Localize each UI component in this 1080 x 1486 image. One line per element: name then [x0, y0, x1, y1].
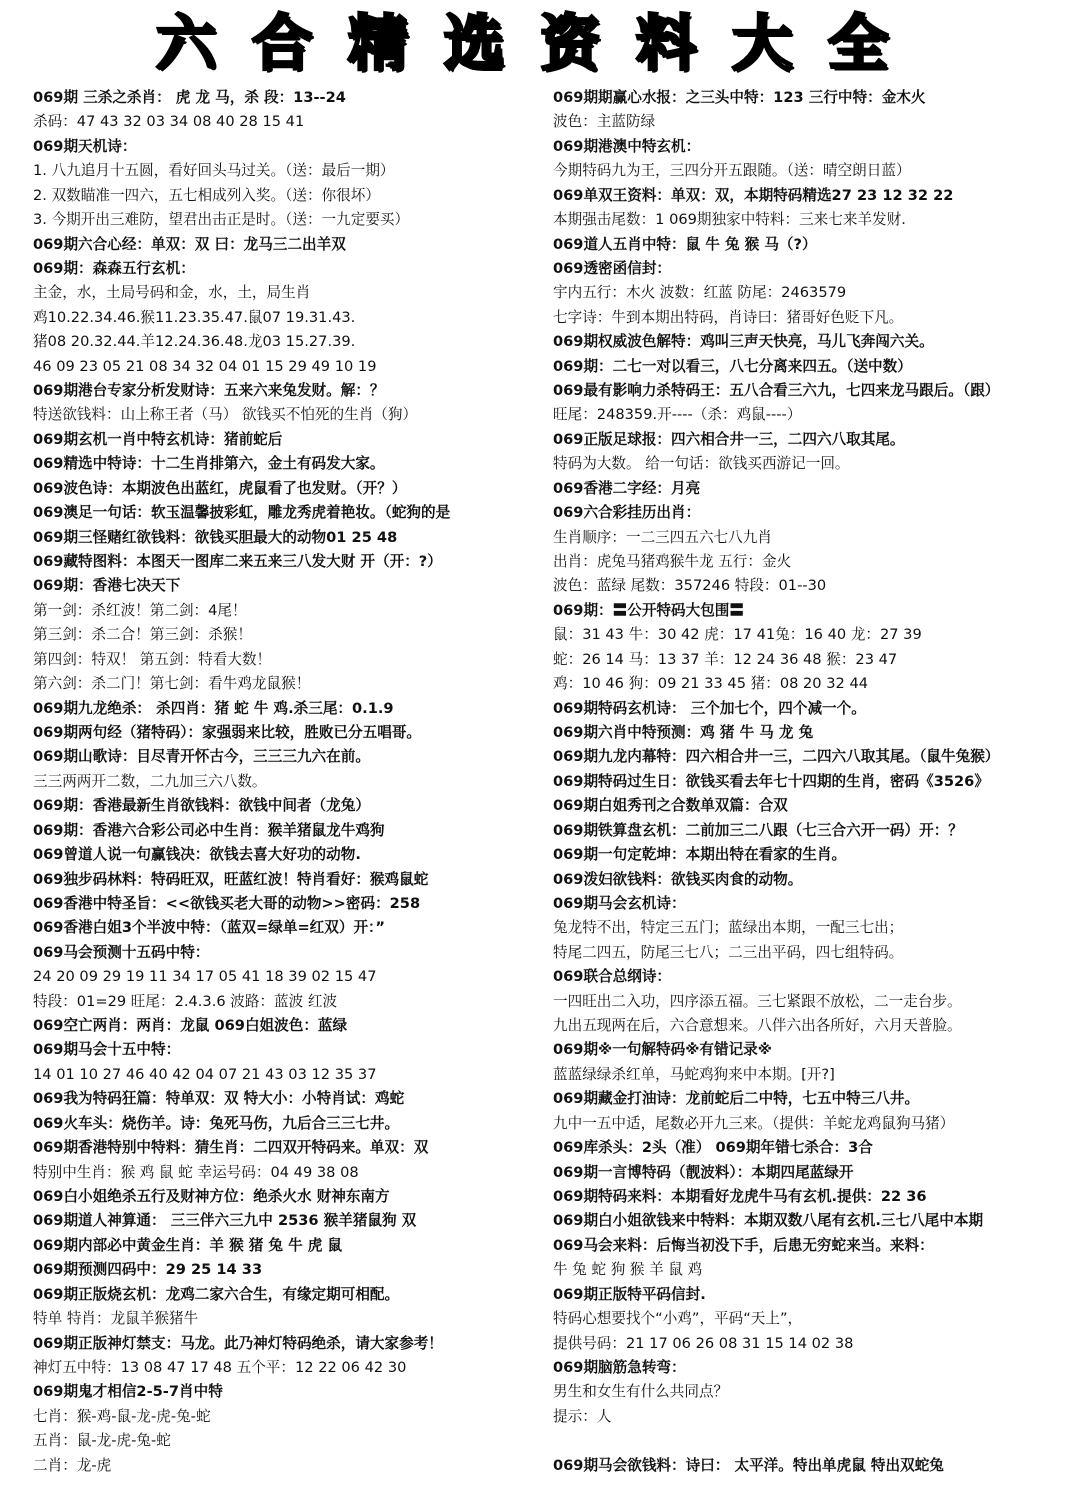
entry-text: 男生和女生有什么共同点？ — [553, 1383, 729, 1401]
entry-heading: 069香港二字经：月亮 — [553, 479, 701, 497]
entry-text: 二肖：龙-虎 — [33, 1456, 112, 1474]
entry-text: 特别中生肖：猴 鸡 鼠 蛇 幸运号码：04 49 38 08 — [33, 1163, 359, 1181]
entry-text: 特码心想要找个“小鸡”，平码“天上”， — [553, 1310, 803, 1328]
entry-text: 九中一五中适，尾数必开九三来。（提供：羊蛇龙鸡鼠狗马猪） — [553, 1114, 955, 1132]
entry-text: 今期特码九为王，三四分开五跟随。（送：晴空朗日蓝） — [553, 162, 911, 180]
entry-heading: 069期六肖中特预测：鸡 猪 牛 马 龙 兔 — [553, 723, 814, 741]
entry-heading: 069期铁算盘玄机：二前加三二八跟（七三合六开一码）开：？ — [553, 821, 963, 839]
entry-heading: 069单双王资料：单双：双，本期特码精选27 23 12 32 22 — [553, 186, 954, 204]
entry-heading: 069泼妇欲钱料：欲钱买肉食的动物。 — [553, 870, 803, 888]
entry-heading: 069六合彩挂历出肖： — [553, 504, 701, 522]
entry-text: 杀码：47 43 32 03 34 08 40 28 15 41 — [33, 113, 305, 131]
entry-heading: 069香港中特圣旨：<<欲钱买老大哥的动物>>密码：258 — [33, 894, 421, 912]
entry-heading: 069期内部必中黄金生肖：羊 猴 猪 兔 牛 虎 鼠 — [33, 1236, 343, 1254]
entry-heading: 069期：森森五行玄机： — [33, 259, 195, 277]
entry-heading: 069期藏金打油诗：龙前蛇后二中特，七五中特三八井。 — [553, 1090, 920, 1108]
entry-heading: 069期预测四码中：29 25 14 33 — [33, 1261, 263, 1279]
entry-text: 宇内五行：木火 波数：红蓝 防尾：2463579 — [553, 284, 847, 302]
entry-heading: 069期特码玄机诗： 三个加七个，四个减一个。 — [553, 699, 866, 717]
entry-heading: 069期※一句解特码※有错记录※ — [553, 1041, 772, 1059]
entry-heading: 069期正版神灯禁支：马龙。此乃神灯特码绝杀，请大家参考！ — [33, 1334, 443, 1352]
entry-heading: 069期九龙绝杀： 杀四肖：猪 蛇 牛 鸡.杀三尾：0.1.9 — [33, 699, 394, 717]
entry-text: 第四剑：特双！ 第五剑：特看大数！ — [33, 650, 272, 668]
entry-text: 14 01 10 27 46 40 42 04 07 21 43 03 12 35 37 — [33, 1065, 377, 1083]
entry-heading: 069期白姐秀刊之合数单双篇：合双 — [553, 797, 788, 815]
entry-text: 本期强击尾数：1 069期独家中特料：三来七来羊发财. — [553, 211, 906, 229]
entry-heading: 069期香港特别中特料：猜生肖：二四双开特码来。单双：双 — [33, 1139, 429, 1157]
entry-heading: 069期：香港最新生肖欲钱料：欲钱中间者（龙兔） — [33, 797, 370, 815]
entry-text: 一四旺出二入功，四序添五福。三七紧跟不放松，二一走台步。 — [553, 992, 962, 1010]
entry-text: 特尾二四五，防尾三七八；二三出平码，四七组特码。 — [553, 943, 904, 961]
entry-heading: 069期 三杀之杀肖： 虎 龙 马，杀 段：13--24 — [33, 89, 346, 106]
entry-heading: 069香港白姐3个半波中特：（蓝双=绿单=红双）开：” — [33, 919, 385, 937]
entry-heading: 069期六合心经：单双：双 曰：龙马三二出羊双 — [33, 235, 346, 253]
entry-heading: 069期一句定乾坤：本期出特在看家的生肖。 — [553, 846, 847, 864]
entry-heading: 069期马会玄机诗： — [553, 894, 686, 912]
entry-text: 24 20 09 29 19 11 34 17 05 41 18 39 02 15 47 — [33, 968, 377, 986]
entry-heading: 069期天机诗： — [33, 137, 137, 155]
entry-text: 鸡：10 46 狗：09 21 33 45 猪：08 20 32 44 — [553, 675, 869, 693]
entry-text: 第六剑：杀二门！第七剑：看牛鸡龙鼠猴！ — [33, 675, 311, 693]
entry-text: 七肖：猴-鸡-鼠-龙-虎-兔-蛇 — [33, 1407, 211, 1425]
entry-text: 提供号码：21 17 06 26 08 31 15 14 02 38 — [553, 1334, 854, 1352]
entry-heading: 069精选中特诗：十二生肖排第六，金土有码发大家。 — [33, 455, 385, 473]
entry-heading: 069期：〓公开特码大包围〓 — [553, 601, 744, 619]
entry-heading: 069期两句经（猪特码）：家强弱来比较，胜败已分五唱哥。 — [33, 723, 422, 741]
entry-heading: 069期道人神算通： 三三伴六三九中 2536 猴羊猪鼠狗 双 — [33, 1212, 417, 1230]
entry-heading: 069期正版烧玄机：龙鸡二家六合生，有缘定期可相配。 — [33, 1285, 400, 1303]
entry-text: 兔龙特不出，特定三五门；蓝绿出本期，一配三七出； — [553, 919, 904, 937]
entry-heading: 069期特码过生日：欲钱买看去年七十四期的生肖，密码《3526》 — [553, 772, 989, 790]
entry-heading: 069透密函信封： — [553, 259, 672, 277]
entry-heading: 069期权威波色解特：鸡叫三声天快亮，马儿飞奔闯六关。 — [553, 333, 934, 351]
entry-heading: 069期山歌诗：目尽青开怀古今，三三三九六在前。 — [33, 748, 370, 766]
left-column — [33, 86, 543, 1478]
entry-text: 猪08 20.32.44.羊12.24.36.48.龙03 15.27.39. — [33, 333, 356, 351]
entry-heading: 069期：香港七决天下 — [33, 577, 181, 595]
entry-text: 特码为大数。 给一句话：欲钱买西游记一回。 — [553, 455, 850, 473]
entry-text: 鼠：31 43 牛：30 42 虎：17 41兔：16 40 龙：27 39 — [553, 626, 922, 644]
entry-heading: 069期鬼才相信2-5-7肖中特 — [33, 1383, 223, 1401]
entry-heading: 069期马会欲钱料：诗曰： 太平洋。特出单虎鼠 特出双蛇兔 — [553, 1456, 944, 1474]
entry-heading: 069最有影响力杀特码王：五八合看三六九，七四来龙马跟后。（跟） — [553, 382, 1000, 400]
entry-text: 46 09 23 05 21 08 34 32 04 01 15 29 49 10 19 — [33, 357, 377, 375]
entry-heading: 069马会来料：后悔当初没下手，后患无穷蛇来当。来料： — [553, 1236, 934, 1254]
entry-heading: 069期三怪赌红欲钱料：欲钱买胆最大的动物01 25 48 — [33, 528, 398, 546]
entry-heading: 069期白小姐欲钱来中特料：本期双数八尾有玄机.三七八尾中本期 — [553, 1212, 984, 1230]
entry-text: 出肖：虎兔马猪鸡猴牛龙 五行：金火 — [553, 553, 792, 571]
entry-text: 旺尾：248359.开----（杀：鸡鼠----） — [553, 406, 802, 424]
entry-text: 第三剑：杀二合！第三剑：杀猴！ — [33, 626, 252, 644]
entry-text: 特段：01=29 旺尾：2.4.3.6 波路：蓝波 红波 — [33, 992, 338, 1010]
entry-heading: 069期脑筋急转弯： — [553, 1358, 686, 1376]
entry-text: 蓝蓝绿绿杀红单，马蛇鸡狗来中本期。[开?] — [553, 1065, 835, 1083]
entry-text — [553, 1429, 1073, 1453]
entry-text: 主金，水，土局号码和金，水，土，局生肖 — [33, 284, 311, 302]
entry-text: 3. 今期开出三难防，望君出击正是时。（送：一九定要买） — [33, 211, 410, 229]
entry-heading: 069库杀头：2头（准） 069期年错七杀合：3合 — [553, 1139, 873, 1157]
entry-heading: 069独步码林料：特码旺双，旺蓝红波！特肖看好：猴鸡鼠蛇 — [33, 870, 429, 888]
entry-heading: 069期玄机一肖中特玄机诗：猪前蛇后 — [33, 430, 283, 448]
entry-text: 波色：主蓝防绿 — [553, 113, 656, 131]
entry-text: 第一剑：杀红波！第二剑：4尾！ — [33, 601, 247, 619]
entry-text: 2. 双数瞄准一四六，五七相成列入奖。（送：你很坏） — [33, 186, 380, 204]
entry-text: 五肖：鼠-龙-虎-兔-蛇 — [33, 1432, 171, 1450]
entry-text: 神灯五中特：13 08 47 17 48 五个平：12 22 06 42 30 — [33, 1358, 407, 1376]
entry-heading: 069期九龙内幕特：四六相合井一三，二四六八取其尾。（鼠牛兔猴） — [553, 748, 1000, 766]
entry-heading: 069我为特码狂篇：特单双：双 特大小：小特肖试：鸡蛇 — [33, 1090, 405, 1108]
entry-text: 七字诗：牛到本期出特码，肖诗曰：猪哥好色贬下凡。 — [553, 308, 904, 326]
entry-heading: 069波色诗：本期波色出蓝红，虎鼠看了也发财。（开？） — [33, 479, 407, 497]
entry-heading: 069期期赢心水报：之三头中特：123 三行中特：金木火 — [553, 89, 926, 106]
entry-heading: 069火车头：烧伤羊。诗：兔死马伤，九后合三三七井。 — [33, 1114, 400, 1132]
entry-heading: 069澳足一句话：软玉温馨披彩虹，雕龙秀虎着艳妆。（蛇狗的是 — [33, 504, 451, 522]
entry-heading: 069联合总纲诗： — [553, 968, 672, 986]
entry-heading: 069期：香港六合彩公司必中生肖：猴羊猪鼠龙牛鸡狗 — [33, 821, 385, 839]
entry-heading: 069期：二七一对以看三，八七分离来四五。（送中数） — [553, 357, 912, 375]
entry-text: 鸡10.22.34.46.猴11.23.35.47.鼠07 19.31.43. — [33, 308, 356, 326]
entry-heading: 069期特码来料：本期看好龙虎牛马有玄机.提供：22 36 — [553, 1187, 927, 1205]
entry-text: 三三两两开二数，二九加三六八数。 — [33, 772, 267, 790]
entry-heading: 069期一言博特码（靓波料）：本期四尾蓝绿开 — [553, 1163, 854, 1181]
entry-text: 特送欲钱料：山上称王者（马） 欲钱买不怕死的生肖（狗） — [33, 406, 418, 424]
entry-text: 生肖顺序：一二三四五六七八九肖 — [553, 528, 772, 546]
entry-heading: 069马会预测十五码中特： — [33, 943, 210, 961]
entry-heading: 069期马会十五中特： — [33, 1041, 181, 1059]
entry-heading: 069道人五肖中特：鼠 牛 兔 猴 马（?） — [553, 235, 817, 253]
entry-text: 特单 特肖：龙鼠羊猴猪牛 — [33, 1310, 199, 1328]
entry-text: 1. 八九追月十五圆，看好回头马过关。（送：最后一期） — [33, 162, 395, 180]
entry-text: 蛇：26 14 马：13 37 羊：12 24 36 48 猴：23 47 — [553, 650, 898, 668]
entry-heading: 069期港台专家分析发财诗：五来六来兔发财。解：？ — [33, 382, 385, 400]
entry-heading: 069正版足球报：四六相合井一三，二四六八取其尾。 — [553, 430, 905, 448]
entry-heading: 069藏特图料：本图天一图库二来五来三八发大财 开（开：?） — [33, 553, 442, 571]
entry-heading: 069曾道人说一句赢钱决：欲钱去喜大好功的动物. — [33, 846, 361, 864]
entry-text: 波色：蓝绿 尾数：357246 特段：01--30 — [553, 577, 827, 595]
entry-heading: 069空亡两肖：两肖：龙鼠 069白姐波色：蓝绿 — [33, 1017, 348, 1035]
entry-heading: 069期港澳中特玄机： — [553, 137, 701, 155]
entry-heading: 069白小姐绝杀五行及财神方位：绝杀火水 财神东南方 — [33, 1187, 390, 1205]
entry-heading: 069期正版特平码信封. — [553, 1285, 706, 1303]
entry-text: 提示：人 — [553, 1407, 612, 1425]
page-title: 六合精选资料大全 — [156, 9, 924, 79]
right-column — [553, 86, 1073, 1478]
entry-text: 九出五现两在后，六合意想来。八伴六出各所好，六月天普脸。 — [553, 1017, 962, 1035]
entry-text: 牛 兔 蛇 狗 猴 羊 鼠 鸡 — [553, 1261, 703, 1279]
